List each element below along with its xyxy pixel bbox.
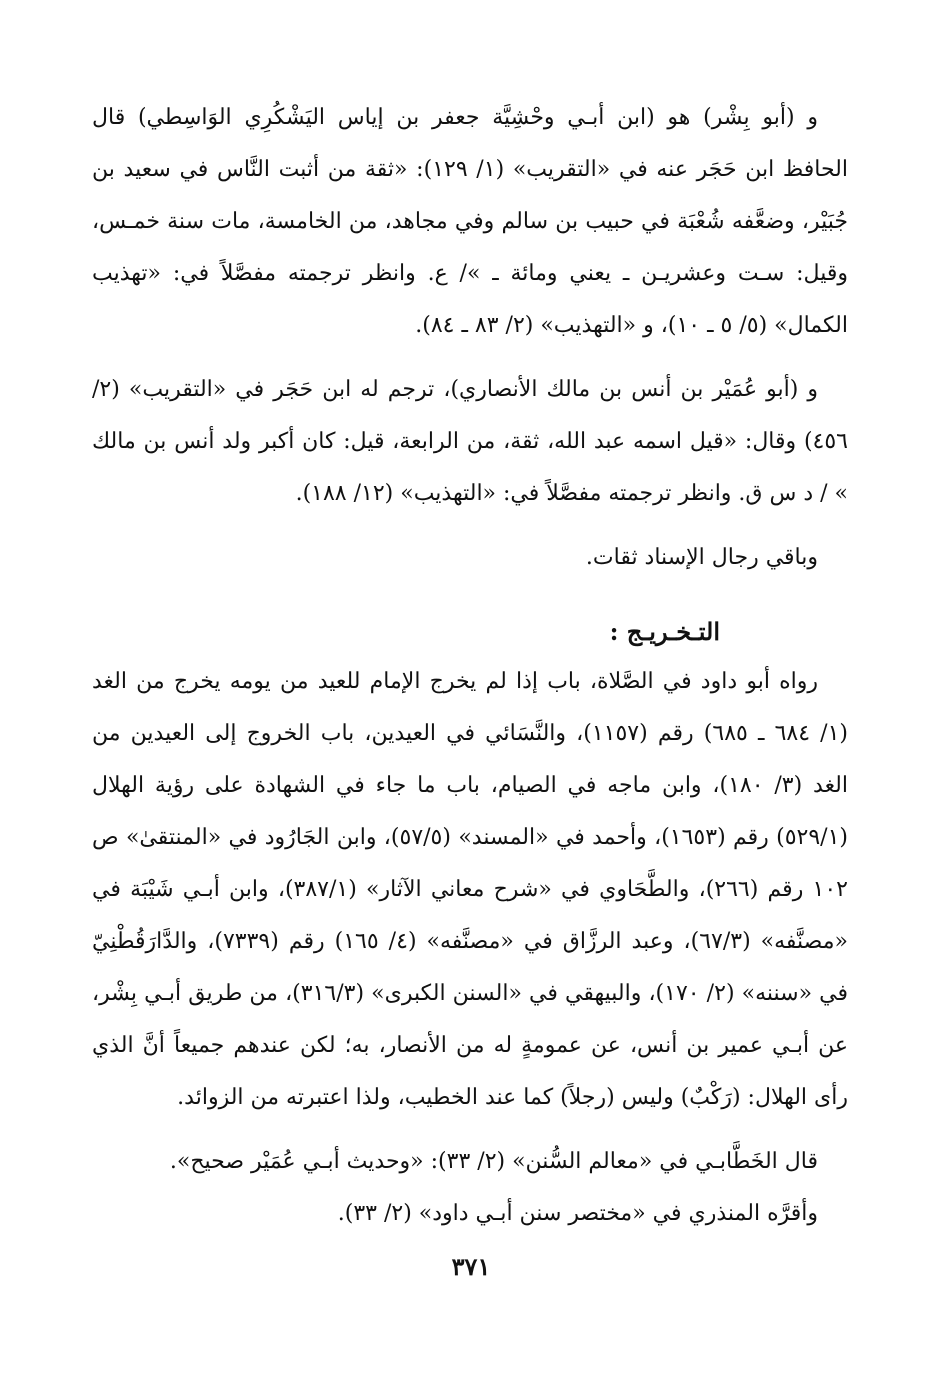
paragraph-remaining-narrators: وباقي رجال الإسناد ثقات. bbox=[585, 545, 818, 570]
paragraph-abu-bishr: و (أبو بِشْر) هو (ابن أبـي وحْشِيَّة جعفر بن إياس اليَشْكُرِي الوَاسِطي) قال الحافظ ابن حَجَر عنه في «التقريب» (١/ ١٢٩): «ثقة من أثبت النَّاس في سعيد بن جُبَيْر، وضعَّفه شُعْبَة في حبيب بن سالم وفي مجاهد، من الخامسة، مات سنة خمـس، وقيل: سـت وعشريـن ـ يعني ومائة ـ »/ ع. وانظر ترجمته مفصَّلاً في: «تهذيب الكمال» (٥/ ٥ ـ ١٠)، و «التهذيب» (٢/ ٨٣ ـ ٨٤). bbox=[92, 105, 848, 338]
paragraph-mundhiri: وأقرَّه المنذري في «مختصر سنن أبـي داود» (٢/ ٣٣). bbox=[337, 1201, 818, 1226]
page-body bbox=[92, 92, 848, 1240]
page-number: ٣٧١ bbox=[451, 1252, 491, 1281]
paragraph-khattabi: قال الخَطَّابـي في «معالم السُّنن» (٢/ ٣٣): «وحديث أبـي عُمَيْر صحيح». bbox=[169, 1149, 818, 1174]
section-heading-takhrij: التـخـريـج : bbox=[609, 617, 720, 646]
paragraph-takhrij-body: رواه أبو داود في الصَّلاة، باب إذا لم يخرج الإمام للعيد من يومه يخرج من الغد (١/ ٦٨٤ ـ ٦٨٥) رقم (١١٥٧)، والنَّسَائي في العيدين، باب الخروج إلى العيدين من الغد (٣/ ١٨٠)، وابن ماجه في الصيام، باب ما جاء في الشهادة على رؤية الهلال (٥٢٩/١) رقم (١٦٥٣)، وأحمد في «المسند» (٥٧/٥)، وابن الجَارُود في «المنتقىٰ» ص ١٠٢ رقم (٢٦٦)، والطَّحَاوي في «شرح معاني الآثار» (٣٨٧/١)، وابن أبـي شَيْبَة في «مصنَّفه» (٦٧/٣)، وعبد الرزَّاق في «مصنَّفه» (٤/ ١٦٥) رقم (٧٣٣٩)، والدَّارَقُطْنِيّ في «سننه» (٢/ ١٧٠)، والبيهقي في «السنن الكبرى» (٣١٦/٣)، من طريق أبـي بِشْر، عن أبـي عمير بن أنس، عن عمومةٍ له من الأنصار، به؛ لكن عندهم جميعاً أنَّ الذي رأى الهلال: (رَكْبٌ) وليس (رجلاً) كما عند الخطيب، ولذا اعتبرته من الزوائد. bbox=[92, 669, 849, 1110]
paragraph-abu-umayr: و (أبو عُمَيْر بن أنس بن مالك الأنصاري)، ترجم له ابن حَجَر في «التقريب» (٢/ ٤٥٦) وقال: «قيل اسمه عبد الله، ثقة، من الرابعة، قيل: كان أكبر ولد أنس بن مالك » / د س ق. وانظر ترجمته مفصَّلاً في: «التهذيب» (١٢/ ١٨٨). bbox=[92, 377, 848, 506]
